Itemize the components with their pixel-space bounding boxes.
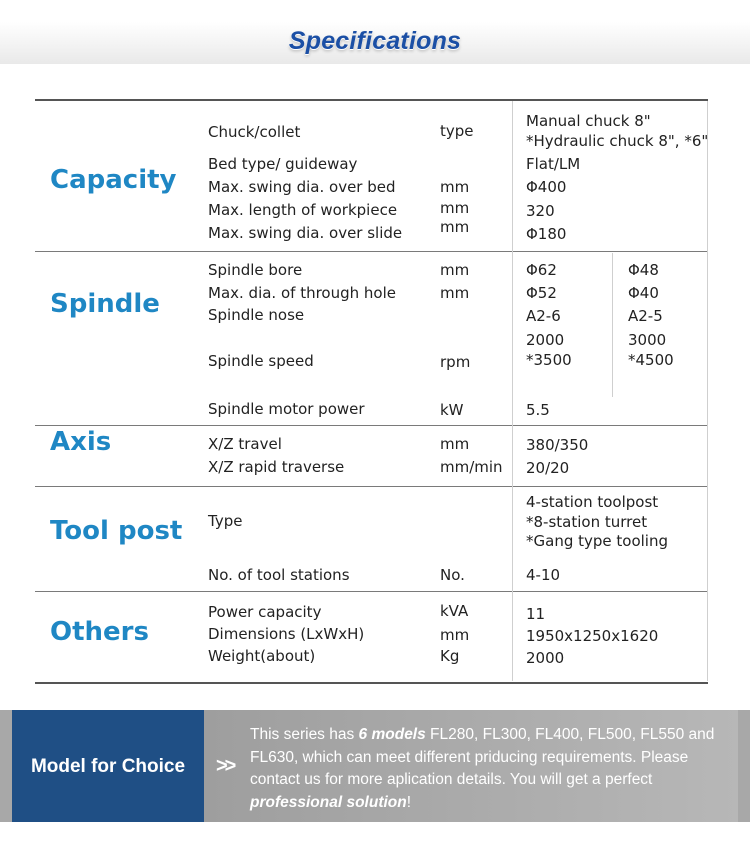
- table-top-border: [35, 99, 708, 101]
- row-label-motor: Spindle motor power: [208, 400, 365, 418]
- row-value-motor: 5.5: [526, 401, 550, 419]
- table-right-border: [707, 101, 708, 681]
- row-label-bed: Bed type/ guideway: [208, 155, 358, 173]
- row-value-weight: 2000: [526, 649, 565, 667]
- row-unit-bore: mm: [440, 261, 470, 279]
- row-unit-swing-bed: mm: [440, 178, 470, 196]
- row-unit-rapid: mm/min: [440, 458, 503, 476]
- row-value-through-hole-a: Φ52: [526, 284, 557, 302]
- model-for-choice-label: Model for Choice: [30, 756, 186, 777]
- row-unit-speed: rpm: [440, 353, 471, 371]
- row-value-rapid: 20/20: [526, 459, 570, 477]
- row-value-through-hole-b: Φ40: [628, 284, 659, 302]
- row-label-weight: Weight(about): [208, 647, 316, 665]
- category-others: Others: [50, 617, 149, 647]
- row-label-stations: No. of tool stations: [208, 566, 350, 584]
- row-unit-stations: No.: [440, 566, 465, 584]
- row-label-dimensions: Dimensions (LxWxH): [208, 625, 365, 643]
- row-value-tool-type: 4-station toolpost *8-station turret *Gang type tooling: [526, 493, 668, 550]
- row-value-travel: 380/350: [526, 436, 589, 454]
- value-column-divider: [512, 101, 513, 681]
- divider-capacity-spindle: [35, 251, 708, 252]
- row-label-speed: Spindle speed: [208, 352, 314, 370]
- row-unit-through-hole: mm: [440, 284, 470, 302]
- row-value-nose-a: A2-6: [526, 307, 561, 325]
- row-value-power: 11: [526, 605, 546, 623]
- divider-spindle-axis: [35, 425, 708, 426]
- category-spindle: Spindle: [50, 289, 160, 319]
- divider-axis-toolpost: [35, 486, 708, 487]
- row-value-stations: 4-10: [526, 566, 561, 584]
- category-axis: Axis: [50, 427, 112, 457]
- row-label-through-hole: Max. dia. of through hole: [208, 284, 396, 302]
- category-toolpost: Tool post: [50, 516, 183, 546]
- row-unit-motor: kW: [440, 401, 464, 419]
- row-unit-dimensions: mm: [440, 626, 470, 644]
- row-value-dimensions: 1950x1250x1620: [526, 627, 659, 645]
- table-bottom-border: [35, 682, 708, 684]
- divider-toolpost-others: [35, 591, 708, 592]
- row-label-rapid: X/Z rapid traverse: [208, 458, 345, 476]
- row-value-bore-b: Φ48: [628, 261, 659, 279]
- row-unit-travel: mm: [440, 435, 470, 453]
- row-value-bed: Flat/LM: [526, 155, 581, 173]
- model-description: This series has 6 models FL280, FL300, FL400, FL500, FL550 and FL630, which can meet different priducing requirements. Please contact us for more aplication details. You will get a perfect professional solution!: [250, 726, 715, 811]
- row-value-speed-a: 2000 *3500: [526, 331, 572, 369]
- category-capacity: Capacity: [50, 165, 177, 195]
- double-chevron-right-icon: >>: [216, 755, 234, 777]
- row-label-nose: Spindle nose: [208, 306, 305, 324]
- spindle-subcolumn-divider: [612, 253, 613, 397]
- row-value-chuck: Manual chuck 8" *Hydraulic chuck 8", *6": [526, 112, 709, 150]
- row-label-swing-bed: Max. swing dia. over bed: [208, 178, 396, 196]
- row-label-tool-type: Type: [208, 512, 243, 530]
- row-label-swing-slide: Max. swing dia. over slide: [208, 224, 403, 242]
- row-value-length: 320: [526, 202, 555, 220]
- row-unit-swing-slide: mm: [440, 218, 470, 236]
- row-value-swing-bed: Φ400: [526, 178, 567, 196]
- row-value-swing-slide: Φ180: [526, 225, 567, 243]
- row-value-bore-a: Φ62: [526, 261, 557, 279]
- row-label-chuck: Chuck/collet: [208, 123, 301, 141]
- row-value-nose-b: A2-5: [628, 307, 663, 325]
- row-unit-power: kVA: [440, 602, 469, 620]
- row-unit-length: mm: [440, 199, 470, 217]
- row-label-travel: X/Z travel: [208, 435, 282, 453]
- page-title: Specifications: [288, 27, 462, 55]
- row-label-power: Power capacity: [208, 603, 322, 621]
- row-unit-chuck: type: [440, 122, 474, 140]
- row-label-bore: Spindle bore: [208, 261, 303, 279]
- row-unit-weight: Kg: [440, 647, 460, 665]
- row-value-speed-b: 3000 *4500: [628, 331, 674, 369]
- row-label-length: Max. length of workpiece: [208, 201, 398, 219]
